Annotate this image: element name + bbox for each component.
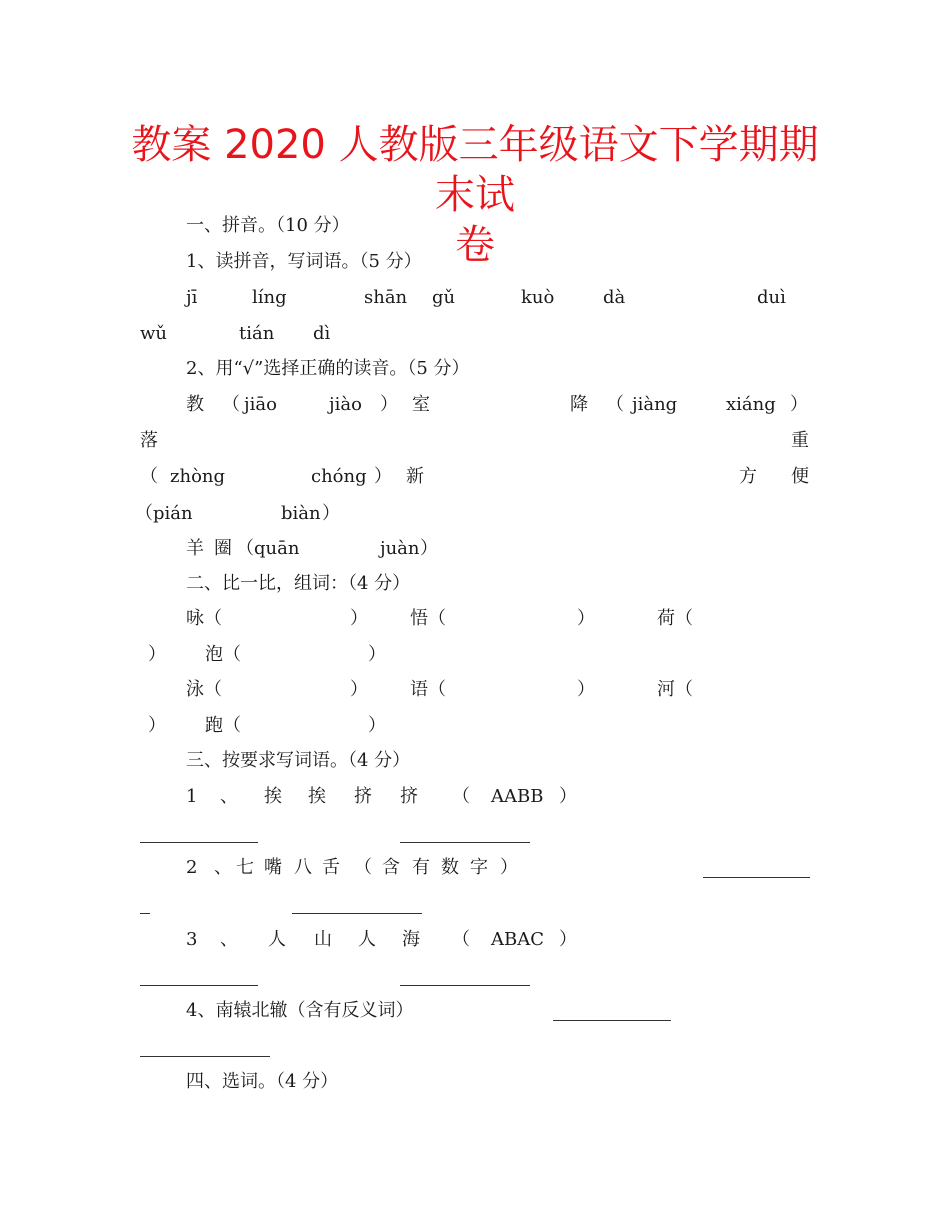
paren-open: （ bbox=[140, 466, 158, 487]
paren-close: ） bbox=[577, 608, 595, 629]
s3q1-char: 挨 bbox=[264, 786, 282, 807]
paren-close: ） bbox=[790, 394, 808, 415]
option-xiang[interactable]: xiáng bbox=[726, 394, 776, 415]
paren-close: ） bbox=[559, 786, 577, 807]
option-bian[interactable]: biàn bbox=[281, 503, 321, 524]
answer-line[interactable] bbox=[140, 913, 150, 914]
s3q1-sep: 、 bbox=[220, 786, 238, 807]
s3q1-char: 挤 bbox=[354, 786, 372, 807]
paren-close: ） bbox=[500, 857, 518, 878]
paren-close: ） bbox=[148, 644, 166, 665]
char-zhong: 重 bbox=[791, 430, 809, 451]
s3q2-sep: 、 bbox=[214, 857, 232, 878]
pinyin-ji: jī bbox=[186, 287, 198, 308]
answer-line[interactable] bbox=[703, 877, 810, 878]
char-jiao: 教 bbox=[186, 394, 204, 415]
paren-close: ） bbox=[322, 503, 340, 524]
s3q2-char: 嘴 bbox=[264, 857, 282, 878]
q2-heading: 2、用“√”选择正确的读音。（5 分） bbox=[186, 358, 470, 379]
answer-line[interactable] bbox=[140, 1056, 270, 1057]
answer-line[interactable] bbox=[400, 842, 530, 843]
s3q1-char: 挤 bbox=[400, 786, 418, 807]
paren-close: ） bbox=[577, 679, 595, 700]
paren-close: ） bbox=[350, 679, 368, 700]
char-yang: 羊 bbox=[186, 538, 204, 559]
char-luo: 落 bbox=[140, 430, 158, 451]
pinyin-kuo: kuò bbox=[521, 287, 555, 308]
option-chong[interactable]: chóng bbox=[311, 466, 367, 487]
section-4-heading: 四、选词。（4 分） bbox=[186, 1071, 339, 1092]
paren-open: （ bbox=[222, 394, 240, 415]
s3q1-char: 挨 bbox=[308, 786, 326, 807]
title-line-2: 卷 bbox=[455, 222, 495, 268]
char-xin: 新 bbox=[406, 466, 424, 487]
s3q1-pattern: AABB bbox=[491, 786, 544, 807]
page-title bbox=[120, 120, 830, 270]
section-1-heading: 一、拼音。（10 分） bbox=[186, 215, 350, 236]
s3q2-char: 有 bbox=[412, 857, 430, 878]
word-yu-prompt: 语（ bbox=[410, 679, 446, 700]
paren-close: ） bbox=[368, 715, 386, 736]
paren-close: ） bbox=[420, 538, 438, 559]
s3q3-num: 3 bbox=[186, 929, 198, 950]
pinyin-gu: gǔ bbox=[432, 287, 456, 308]
s3q3-char: 山 bbox=[314, 929, 332, 950]
option-jiang[interactable]: jiàng bbox=[632, 394, 678, 415]
answer-line[interactable] bbox=[400, 985, 530, 986]
answer-line[interactable] bbox=[140, 985, 258, 986]
option-juan[interactable]: juàn bbox=[380, 538, 420, 559]
s3q4-text: 4、南辕北辙（含有反义词） bbox=[186, 1000, 414, 1021]
char-fang: 方 bbox=[739, 466, 757, 487]
answer-line[interactable] bbox=[140, 842, 258, 843]
pinyin-da: dà bbox=[603, 287, 626, 308]
s3q3-char: 海 bbox=[402, 929, 420, 950]
paren-open: （ bbox=[236, 538, 254, 559]
s3q2-char: 舌 bbox=[322, 857, 340, 878]
paren-close: ） bbox=[350, 608, 368, 629]
s3q1-num: 1 bbox=[186, 786, 198, 807]
char-shi: 室 bbox=[412, 394, 430, 415]
pinyin-wu: wǔ bbox=[140, 323, 167, 344]
pinyin-di: dì bbox=[313, 323, 331, 344]
s3q2-char: 七 bbox=[236, 857, 254, 878]
option-pian[interactable]: pián bbox=[153, 503, 193, 524]
section-2-heading: 二、比一比，组词：（4 分） bbox=[186, 573, 411, 594]
pinyin-tian: tián bbox=[239, 323, 275, 344]
answer-line[interactable] bbox=[292, 913, 422, 914]
paren-open: （ bbox=[135, 503, 153, 524]
word-pao2-prompt: 跑（ bbox=[205, 715, 241, 736]
s3q3-char: 人 bbox=[268, 929, 286, 950]
word-he-prompt: 荷（ bbox=[657, 608, 693, 629]
pinyin-dui: duì bbox=[757, 287, 786, 308]
paren-close: ） bbox=[559, 929, 577, 950]
paren-open: （ bbox=[354, 857, 372, 878]
s3q2-char: 字 bbox=[470, 857, 488, 878]
pinyin-ling: líng bbox=[252, 287, 287, 308]
option-zhong[interactable]: zhòng bbox=[170, 466, 226, 487]
s3q3-char: 人 bbox=[358, 929, 376, 950]
char-bian: 便 bbox=[791, 466, 809, 487]
paren-close: ） bbox=[380, 394, 398, 415]
section-3-heading: 三、按要求写词语。（4 分） bbox=[186, 750, 411, 771]
char-jiang: 降 bbox=[570, 394, 588, 415]
s3q3-sep: 、 bbox=[220, 929, 238, 950]
word-wu-prompt: 悟（ bbox=[410, 608, 446, 629]
s3q2-char: 八 bbox=[294, 857, 312, 878]
word-pao-prompt: 泡（ bbox=[205, 644, 241, 665]
paren-open: （ bbox=[606, 394, 624, 415]
s3q2-char: 含 bbox=[382, 857, 400, 878]
option-jiao4[interactable]: jiào bbox=[329, 394, 362, 415]
option-quan[interactable]: quān bbox=[254, 538, 300, 559]
s3q2-char: 数 bbox=[441, 857, 459, 878]
word-yong2-prompt: 泳（ bbox=[186, 679, 222, 700]
char-quan: 圈 bbox=[214, 538, 232, 559]
option-jiao1[interactable]: jiāo bbox=[244, 394, 277, 415]
paren-close: ） bbox=[374, 466, 392, 487]
answer-line[interactable] bbox=[553, 1020, 671, 1021]
paren-open: （ bbox=[452, 929, 470, 950]
paren-open: （ bbox=[452, 786, 470, 807]
word-yong-prompt: 咏（ bbox=[186, 608, 222, 629]
pinyin-shan: shān bbox=[364, 287, 408, 308]
s3q3-pattern: ABAC bbox=[491, 929, 544, 950]
q1-heading: 1、读拼音，写词语。（5 分） bbox=[186, 251, 422, 272]
s3q2-num: 2 bbox=[186, 857, 198, 878]
word-he2-prompt: 河（ bbox=[657, 679, 693, 700]
paren-close: ） bbox=[368, 644, 386, 665]
paren-close: ） bbox=[148, 715, 166, 736]
title-line-1: 教案 2020 人教版三年级语文下学期期末试 bbox=[131, 122, 819, 218]
